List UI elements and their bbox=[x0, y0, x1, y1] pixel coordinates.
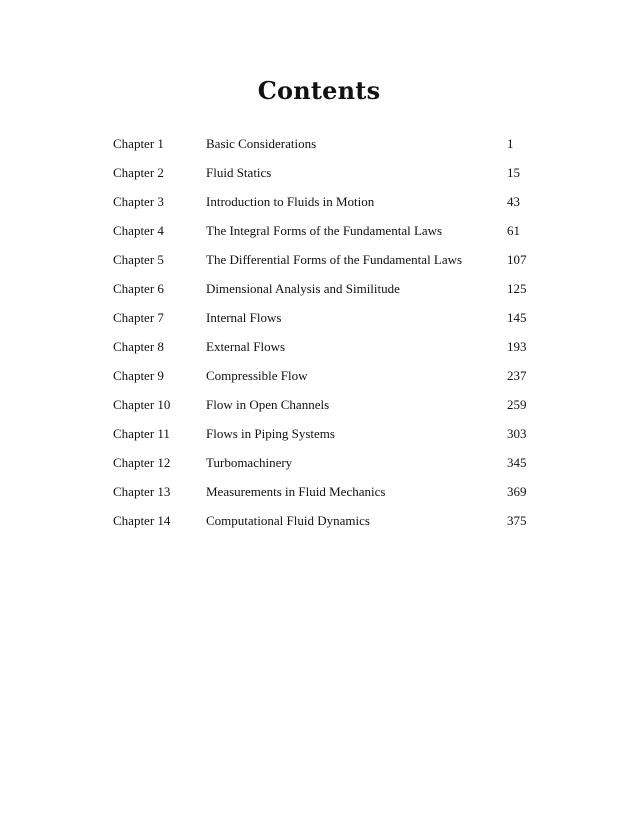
chapter-title: Flow in Open Channels bbox=[206, 397, 330, 412]
toc-entry bbox=[113, 506, 533, 535]
chapter-label: Chapter 5 bbox=[113, 252, 164, 267]
toc-entry bbox=[113, 245, 533, 274]
table-of-contents bbox=[113, 129, 533, 535]
page-number: 61 bbox=[507, 223, 520, 238]
toc-entry bbox=[113, 361, 533, 390]
chapter-title: Introduction to Fluids in Motion bbox=[206, 194, 375, 209]
chapter-title: Internal Flows bbox=[206, 310, 282, 325]
toc-entry bbox=[113, 332, 533, 361]
page-number: 193 bbox=[507, 339, 527, 354]
toc-entry bbox=[113, 303, 533, 332]
chapter-label: Chapter 12 bbox=[113, 455, 171, 470]
page-number: 43 bbox=[507, 194, 520, 209]
chapter-label: Chapter 6 bbox=[113, 281, 164, 296]
chapter-title: Dimensional Analysis and Similitude bbox=[206, 281, 400, 296]
page-number: 107 bbox=[507, 252, 527, 267]
chapter-title: Computational Fluid Dynamics bbox=[206, 513, 370, 528]
toc-entry bbox=[113, 129, 533, 158]
page-number: 237 bbox=[507, 368, 527, 383]
toc-entry bbox=[113, 419, 533, 448]
toc-entry bbox=[113, 158, 533, 187]
page-number: 125 bbox=[507, 281, 527, 296]
chapter-title: Basic Considerations bbox=[206, 136, 317, 151]
toc-entry bbox=[113, 448, 533, 477]
chapter-label: Chapter 13 bbox=[113, 484, 171, 499]
chapter-label: Chapter 11 bbox=[113, 426, 170, 441]
chapter-title: The Integral Forms of the Fundamental Laws bbox=[206, 223, 443, 238]
page-number: 303 bbox=[507, 426, 527, 441]
toc-entry bbox=[113, 216, 533, 245]
chapter-label: Chapter 8 bbox=[113, 339, 164, 354]
chapter-label: Chapter 7 bbox=[113, 310, 164, 325]
page-number: 369 bbox=[507, 484, 527, 499]
chapter-label: Chapter 10 bbox=[113, 397, 171, 412]
chapter-label: Chapter 4 bbox=[113, 223, 164, 238]
page-number: 145 bbox=[507, 310, 527, 325]
chapter-title: Turbomachinery bbox=[206, 455, 293, 470]
toc-entry bbox=[113, 390, 533, 419]
chapter-title: External Flows bbox=[206, 339, 286, 354]
page-number: 345 bbox=[507, 455, 527, 470]
toc-entry bbox=[113, 477, 533, 506]
chapter-title: The Differential Forms of the Fundamental Laws bbox=[206, 252, 463, 267]
chapter-label: Chapter 2 bbox=[113, 165, 164, 180]
page-title: Contents bbox=[257, 76, 381, 105]
chapter-title: Compressible Flow bbox=[206, 368, 308, 383]
page-number: 15 bbox=[507, 165, 520, 180]
chapter-title: Measurements in Fluid Mechanics bbox=[206, 484, 386, 499]
page-number: 375 bbox=[507, 513, 527, 528]
chapter-title: Flows in Piping Systems bbox=[206, 426, 335, 441]
chapter-label: Chapter 14 bbox=[113, 513, 171, 528]
toc-entry bbox=[113, 274, 533, 303]
chapter-label: Chapter 1 bbox=[113, 136, 164, 151]
chapter-title: Fluid Statics bbox=[206, 165, 272, 180]
page-number: 259 bbox=[507, 397, 527, 412]
toc-entry bbox=[113, 187, 533, 216]
chapter-label: Chapter 9 bbox=[113, 368, 164, 383]
page-number: 1 bbox=[507, 136, 514, 151]
chapter-label: Chapter 3 bbox=[113, 194, 164, 209]
